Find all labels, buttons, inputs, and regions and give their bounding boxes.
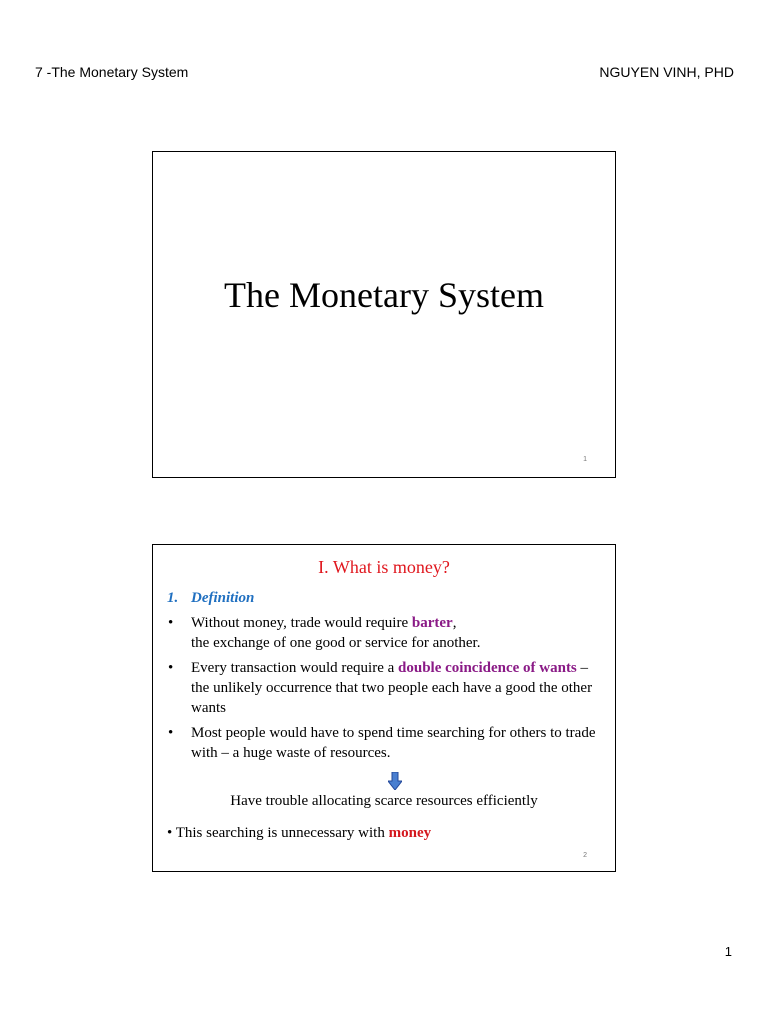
document-header-right: NGUYEN VINH, PHD (599, 64, 734, 80)
term-money: money (388, 825, 432, 841)
bullet-text: – the unlikely occurrence that two people each have a good the other wants (191, 660, 593, 716)
bullet-marker: • (168, 660, 174, 676)
document-header-left: 7 -The Monetary System (35, 64, 189, 80)
definition-subheading (167, 590, 254, 607)
slide-2-number: 2 (583, 852, 587, 859)
page-number: 1 (724, 944, 732, 959)
bullet-text: • This searching is unnecessary with (167, 825, 389, 841)
bullet-text: Without money, trade would require (191, 615, 412, 631)
money-bullet (167, 825, 431, 842)
bullet-barter (167, 613, 607, 653)
slide-2-title: I. What is money? (318, 557, 450, 577)
slide-1 (152, 151, 616, 478)
slide-2 (152, 544, 616, 872)
bullet-text: Most people would have to spend time searching for others to trade with – a huge waste of resources. (191, 725, 596, 761)
conclusion-text: Have trouble allocating scarce resources efficiently (230, 793, 538, 809)
slide-1-title: The Monetary System (224, 275, 544, 315)
bullet-marker: • (168, 615, 174, 631)
subheading-label: Definition (191, 590, 255, 606)
subheading-number: 1. (167, 590, 179, 606)
bullet-text: the exchange of one good or service for another. (191, 635, 481, 651)
bullet-marker: • (168, 725, 174, 741)
down-arrow-icon (388, 772, 402, 790)
slide-1-number: 1 (583, 456, 587, 463)
bullet-text: , (452, 615, 457, 631)
bullet-double-coincidence (167, 658, 607, 718)
bullet-searching (167, 723, 607, 763)
term-double-coincidence-of-wants: double coincidence of wants (398, 660, 577, 676)
bullet-text: Every transaction would require a (191, 660, 399, 676)
definition-bullet-list (167, 613, 607, 768)
term-barter: barter (411, 615, 453, 631)
